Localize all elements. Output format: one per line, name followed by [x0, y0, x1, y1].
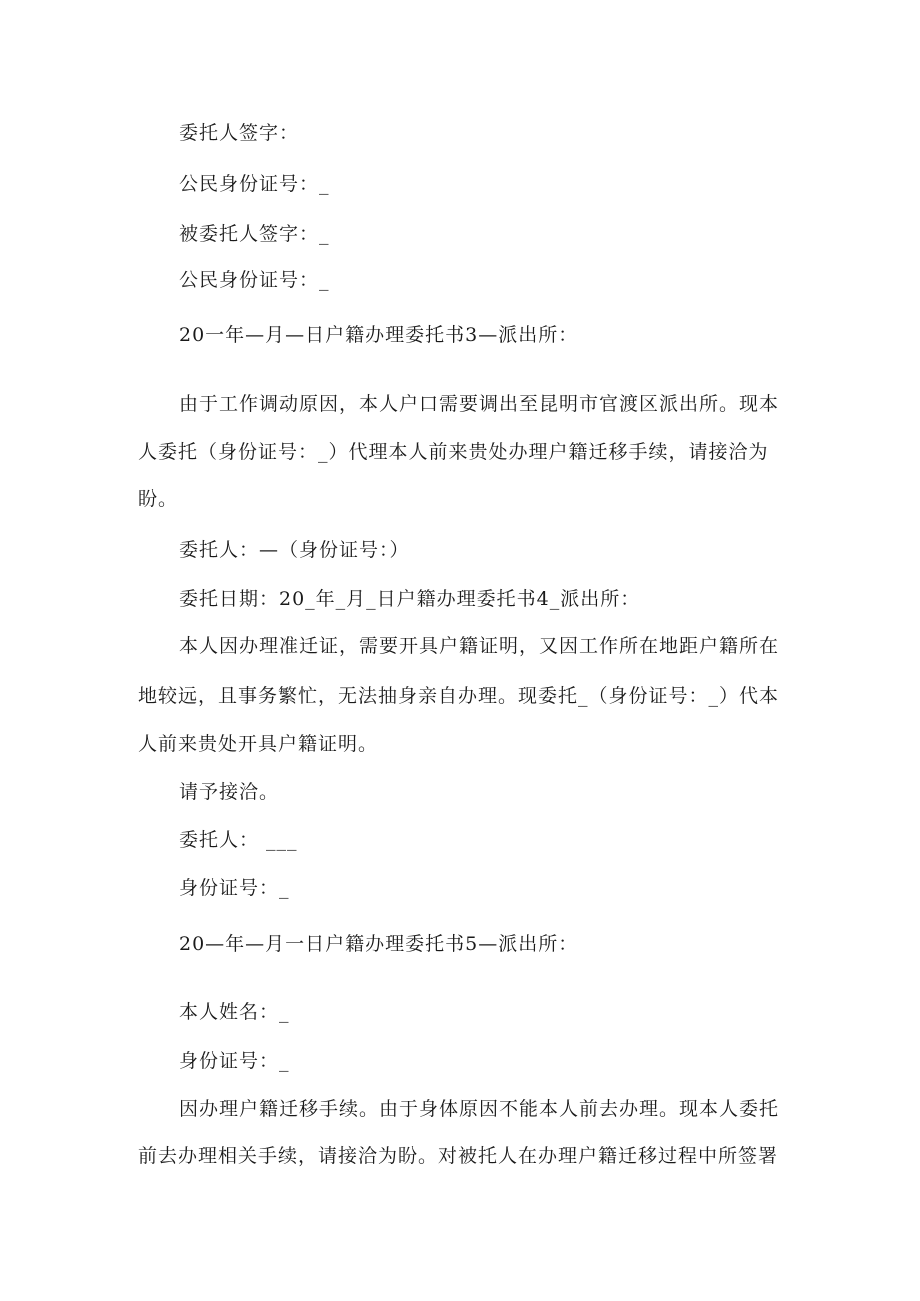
- text-line: 委托人： ___: [179, 829, 298, 851]
- text-line: 公民身份证号：_: [179, 173, 330, 195]
- text-line: 请予接洽。: [179, 781, 280, 803]
- text-line: 人委托（身份证号：_）代理本人前来贵处办理户籍迁移手续，请接洽为: [138, 441, 769, 463]
- text-line: 身份证号：_: [179, 1050, 290, 1072]
- section-heading: 20一年—月—日户籍办理委托书3—派出所：: [179, 324, 579, 346]
- section-heading: 20—年—月一日户籍办理委托书5—派出所：: [179, 933, 579, 955]
- section-heading: 委托日期：20_年_月_日户籍办理委托书4_派出所：: [179, 588, 641, 610]
- text-line: 人前来贵处开具户籍证明。: [138, 733, 379, 755]
- text-line: 盼。: [138, 488, 179, 510]
- text-line: 本人因办理准迁证，需要开具户籍证明，又因工作所在地距户籍所在: [179, 635, 780, 657]
- text-line: 地较远，且事务繁忙，无法抽身亲自办理。现委托_（身份证号：_）代本: [138, 685, 780, 707]
- text-line: 委托人：—（身份证号：）: [179, 539, 410, 561]
- text-line: 委托人签字：: [179, 122, 300, 144]
- text-line: 公民身份证号：_: [179, 269, 330, 291]
- text-line: 被委托人签字：_: [179, 223, 330, 245]
- text-line: 前去办理相关手续，请接洽为盼。对被托人在办理户籍迁移过程中所签署: [138, 1145, 779, 1167]
- text-line: 因办理户籍迁移手续。由于身体原因不能本人前去办理。现本人委托: [179, 1098, 780, 1120]
- text-line: 身份证号：_: [179, 877, 290, 899]
- text-line: 本人姓名：_: [179, 1001, 290, 1023]
- text-line: 由于工作调动原因，本人户口需要调出至昆明市官渡区派出所。现本: [179, 393, 780, 415]
